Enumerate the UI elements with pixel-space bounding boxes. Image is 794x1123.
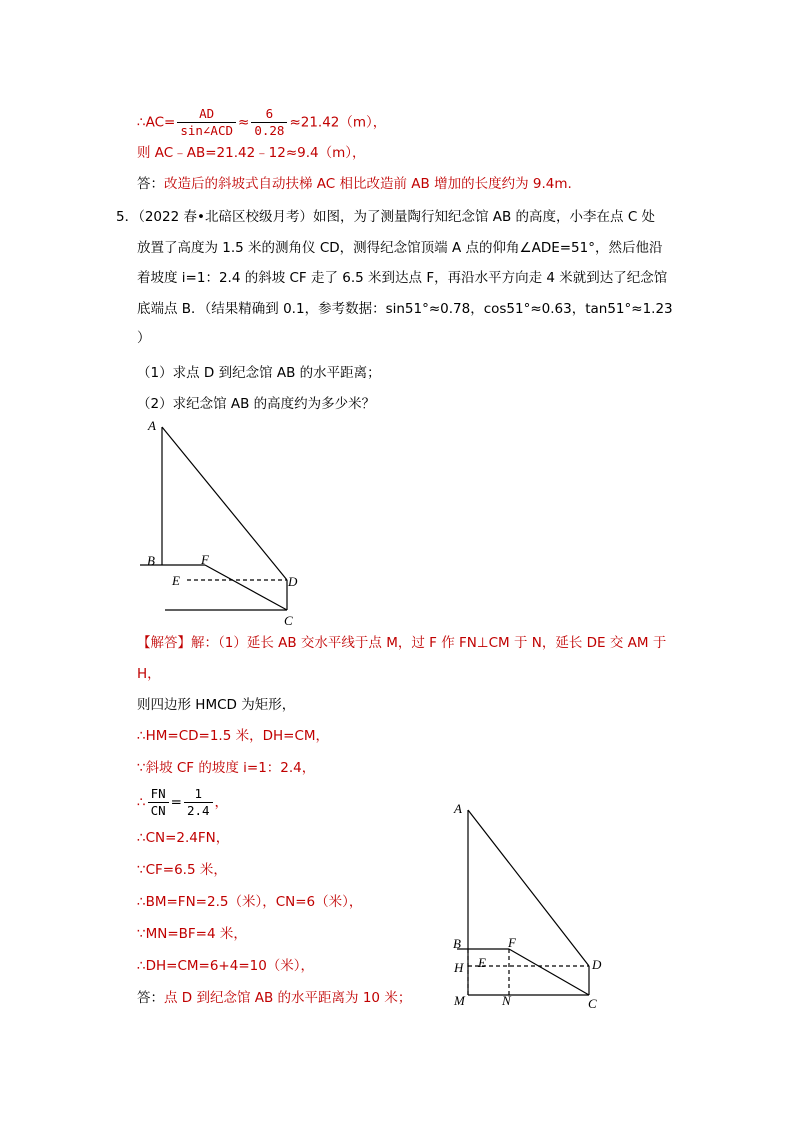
label-c: C (588, 996, 597, 1011)
solution-line8: ∵CF=6.5 米， (137, 862, 227, 878)
ac-frac1-den: sin∠ACD (180, 123, 234, 138)
problem5-line3: 着坡度 i=1：2.4 的斜坡 CF 走了 6.5 米到达点 F，再沿水平方向走 4 米就到达了纪念馆 (137, 270, 668, 286)
frac-eq: = (170, 794, 182, 811)
solution-line11: ∴DH=CM=6+4=10（米）， (137, 958, 315, 974)
line-fc (509, 949, 589, 995)
label-f: F (201, 552, 209, 567)
prev-answer-line (137, 174, 572, 194)
solution-answer-text: 点 D 到纪念馆 AB 的水平距离为 10 米； (164, 990, 412, 1006)
figure-2 (447, 795, 627, 1025)
solution-line3: 则四边形 HMCD 为矩形， (137, 697, 296, 713)
ac-frac2-num: 6 (251, 106, 287, 123)
ac-ab-line: 则 AC﹣AB=21.42﹣12≈9.4（m）， (137, 145, 366, 161)
line-fc (205, 565, 287, 610)
solution-line10: ∵MN=BF=4 米， (137, 926, 247, 942)
label-d: D (288, 574, 298, 589)
ac-result: ≈21.42（m）， (289, 114, 387, 131)
question-1: （1）求点 D 到纪念馆 AB 的水平距离； (137, 365, 381, 381)
solution-line1 (137, 633, 666, 653)
line-ad (468, 810, 589, 966)
frac-right-num: 1 (184, 786, 213, 803)
label-e: E (478, 955, 486, 970)
solution-line12 (137, 988, 411, 1008)
label-e: E (172, 573, 180, 588)
solution-line2: H， (137, 666, 161, 682)
ac-frac1-num: AD (177, 106, 236, 123)
label-f: F (508, 935, 516, 950)
problem5-line2: 放置了高度为 1.5 米的测角仪 CD，测得纪念馆顶端 A 点的仰角∠ADE=51°，然后他沿 (137, 240, 663, 256)
approx-sign: ≈ (238, 114, 250, 131)
frac-suffix: ， (214, 794, 229, 811)
problem5-line1: 5．（2022 春•北碚区校级月考）如图，为了测量陶行知纪念馆 AB 的高度，小李在点 C 处 (116, 209, 656, 225)
solution-fraction-line (137, 786, 228, 819)
answer-label: 答： (137, 176, 164, 192)
ac-fraction-1 (177, 106, 236, 139)
label-d: D (592, 957, 602, 972)
ac-prefix: ∴AC= (137, 114, 176, 131)
solution-line5: ∵斜坡 CF 的坡度 i=1：2.4， (137, 760, 316, 776)
ac-fraction-2 (251, 106, 287, 139)
label-c: C (284, 613, 293, 628)
fraction-1-over-2-4 (184, 786, 213, 819)
line-ad (162, 427, 287, 580)
label-b: B (453, 936, 461, 951)
solution-text-1: 解：（1）延长 AB 交水平线于点 M，过 F 作 FN⊥CM 于 N，延长 DE 交 AM 于 (191, 635, 667, 651)
solution-line7: ∴CN=2.4FN， (137, 830, 230, 846)
solution-line4: ∴HM=CD=1.5 米，DH=CM， (137, 728, 330, 744)
problem5-line5: ） (137, 330, 151, 346)
solution-line9: ∴BM=FN=2.5（米），CN=6（米）， (137, 894, 363, 910)
label-m: M (454, 993, 465, 1008)
label-h: H (454, 960, 464, 975)
figure-1 (135, 415, 315, 630)
question-2: （2）求纪念馆 AB 的高度约为多少米？ (137, 396, 376, 412)
answer-text: 改造后的斜坡式自动扶梯 AC 相比改造前 AB 增加的长度约为 9.4m. (164, 176, 572, 192)
ac-frac2-den: 0.28 (254, 123, 285, 138)
frac-right-den: 2.4 (186, 803, 210, 818)
fraction-fn-cn (148, 786, 169, 819)
frac-left-num: FN (148, 786, 169, 803)
ac-formula-line (137, 106, 386, 139)
label-n: N (502, 993, 511, 1008)
label-b: B (147, 553, 155, 568)
frac-prefix: ∴ (137, 794, 146, 811)
label-a: A (148, 418, 156, 433)
frac-left-den: CN (150, 803, 166, 818)
solution-answer-label: 答： (137, 990, 164, 1006)
problem5-line4: 底端点 B．（结果精确到 0.1，参考数据：sin51°≈0.78，cos51°≈0.63，tan51°≈1.23 (137, 301, 673, 317)
label-a: A (454, 801, 462, 816)
solution-tag: 【解答】 (137, 635, 191, 651)
